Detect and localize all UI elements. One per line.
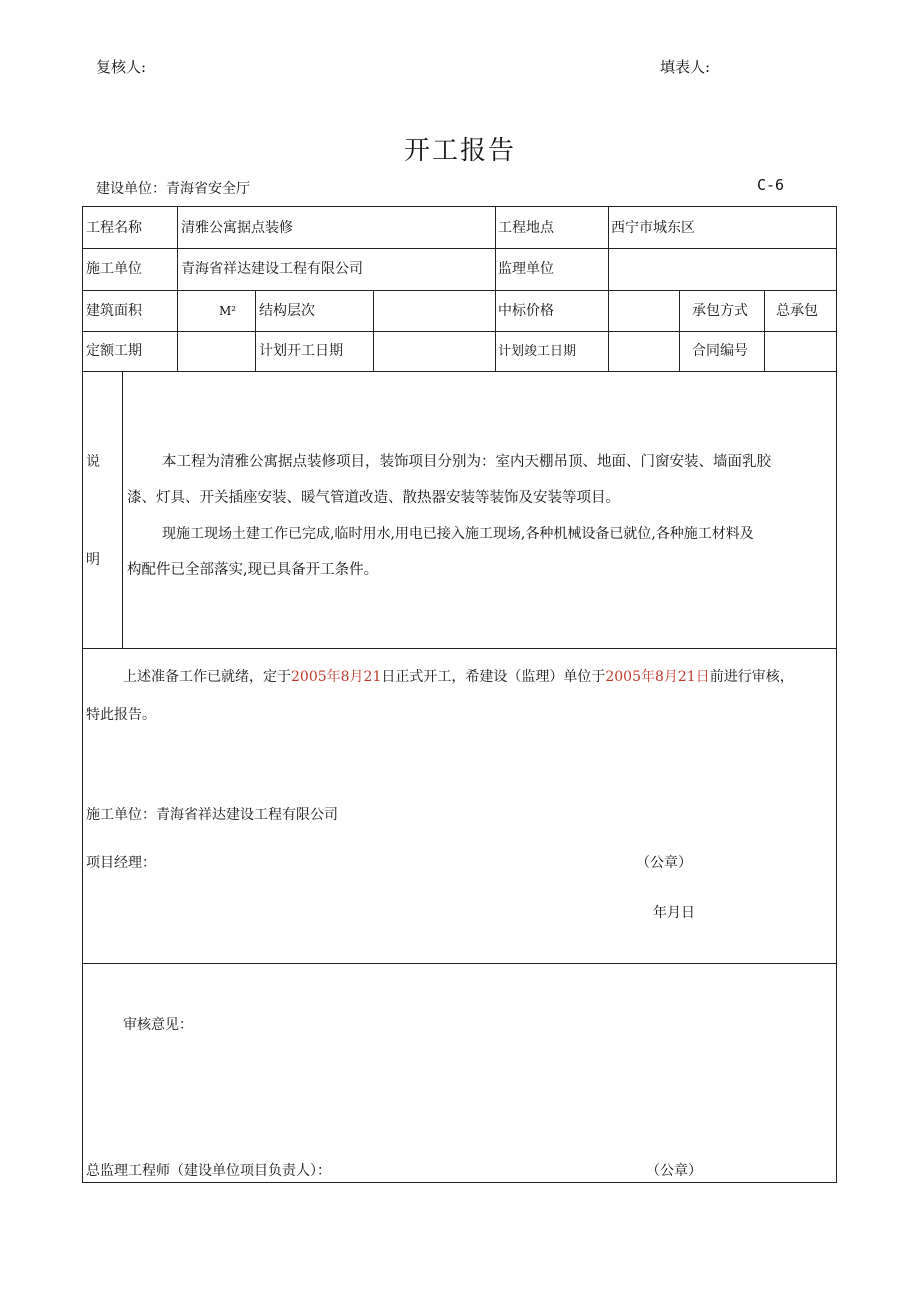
report-form (82, 206, 837, 1183)
project-name-label: 工程名称 (86, 220, 142, 236)
row-divider (83, 648, 836, 649)
project-location-label: 工程地点 (498, 220, 554, 236)
report-review-date: 2005年8月21日 (605, 669, 710, 685)
contractor-value: 青海省祥达建设工程有限公司 (181, 261, 363, 277)
description-para2-line2: 构配件已全部落实,现已具备开工条件。 (127, 562, 379, 578)
row-divider (83, 290, 836, 291)
report-contractor-line: 施工单位：青海省祥达建设工程有限公司 (86, 807, 338, 823)
structure-label: 结构层次 (259, 303, 315, 319)
report-start-date: 2005年8月21 (291, 669, 382, 685)
description-para2-line1: 现施工现场土建工作已完成,临时用水,用电已接入施工现场,各种机械设备已就位,各种施工材料及 (162, 526, 754, 542)
description-label-1: 说 (86, 454, 100, 470)
col-divider (764, 290, 765, 371)
report-text-a: 上述准备工作已就绪，定于 (123, 669, 291, 685)
bid-price-label: 中标价格 (498, 303, 554, 319)
page-title: 开工报告 (403, 136, 516, 166)
description-para1-line2: 漆、灯具、开关插座安装、暖气管道改造、散热器安装等装饰及安装等项目。 (127, 490, 620, 506)
area-unit: M² (219, 304, 237, 318)
row-divider (83, 248, 836, 249)
row-divider (83, 963, 836, 964)
review-seal-label: （公章） (646, 1163, 702, 1179)
contract-no-label: 合同编号 (692, 343, 748, 359)
chief-engineer-label: 总监理工程师（建设单位项目负责人）： (86, 1163, 331, 1179)
col-divider (679, 290, 680, 371)
report-line-1 (123, 659, 794, 695)
project-manager-label: 项目经理： (86, 855, 156, 871)
review-opinion-label: 审核意见： (123, 1017, 193, 1033)
contractor-label: 施工单位 (86, 261, 142, 277)
col-divider (495, 207, 496, 371)
project-name-value: 清雅公寓据点装修 (181, 220, 293, 236)
col-divider (177, 207, 178, 371)
description-para1-line1: 本工程为清雅公寓据点装修项目，装饰项目分别为：室内天棚吊顶、地面、门窗安装、墙面乳胶 (162, 454, 771, 470)
project-location-value: 西宁市城东区 (611, 220, 695, 236)
reviewer-label: 复核人: (96, 58, 147, 76)
col-divider (122, 371, 123, 648)
construction-unit-line: 建设单位：青海省安全厅 (96, 181, 250, 197)
supervisor-label: 监理单位 (498, 261, 554, 277)
report-date-label: 年月日 (653, 905, 695, 921)
report-text-b: 日正式开工，希建设（监理）单位于 (381, 669, 606, 685)
report-seal-label: （公章） (636, 855, 692, 871)
col-divider (373, 290, 374, 371)
area-label: 建筑面积 (86, 303, 142, 319)
description-label-2: 明 (86, 552, 100, 568)
contract-mode-value: 总承包 (776, 303, 818, 319)
col-divider (255, 290, 256, 371)
plan-end-label: 计划竣工日期 (498, 344, 577, 359)
row-divider (83, 331, 836, 332)
report-line-2: 特此报告。 (86, 707, 156, 723)
row-divider (83, 371, 836, 372)
col-divider (608, 207, 609, 371)
plan-start-label: 计划开工日期 (259, 343, 343, 359)
form-code: C-6 (757, 176, 785, 194)
duration-label: 定额工期 (86, 343, 142, 359)
filler-label: 填表人: (660, 58, 711, 76)
contract-mode-label: 承包方式 (692, 303, 748, 319)
report-text-c: 前进行审核， (709, 669, 794, 685)
